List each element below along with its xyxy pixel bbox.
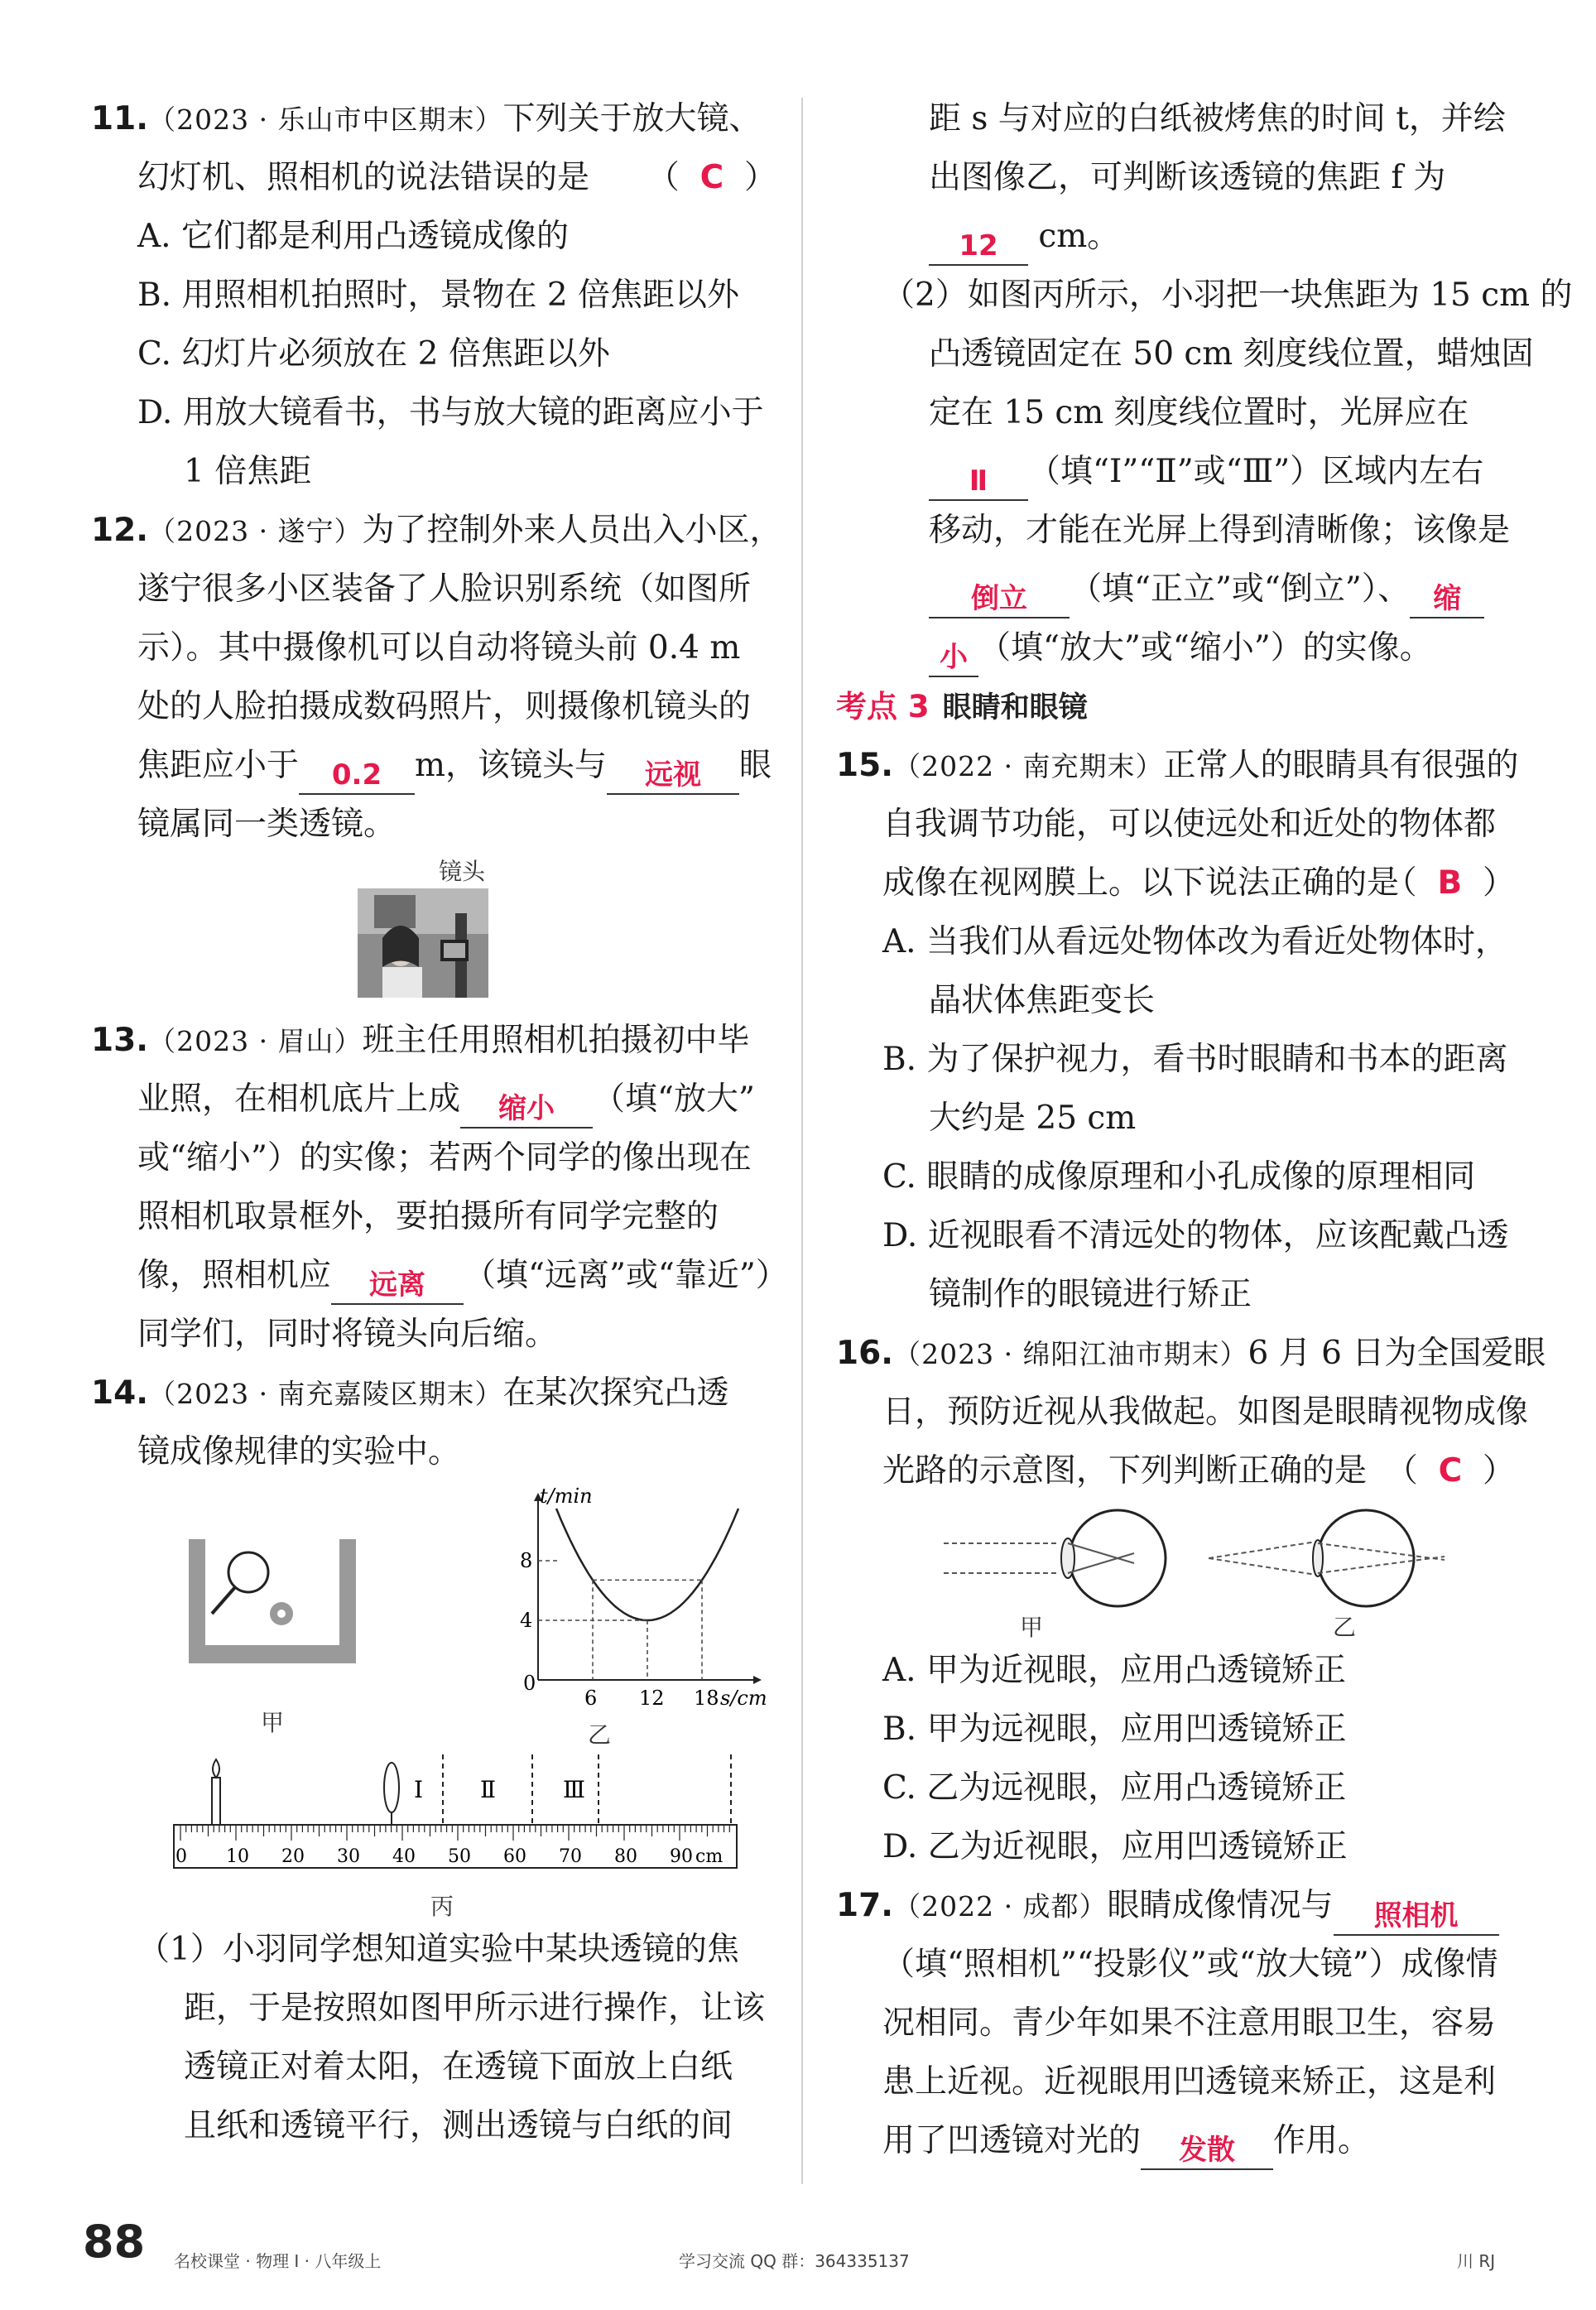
question-stem: 定在 15 cm 刻度线位置时，光屏应在: [929, 394, 1469, 431]
question-number: 14.: [91, 1374, 149, 1412]
origin-label: 0: [523, 1672, 536, 1695]
option-c: C. 眼睛的成像原理和小孔成像的原理相同: [882, 1158, 1476, 1196]
answer-bracket: （ C ）: [1385, 1452, 1515, 1489]
question-stem: 为了控制外来人员出入小区，: [362, 512, 782, 549]
question-stem: 镜属同一类透镜。: [137, 806, 397, 843]
ruler-tick-label: 70: [559, 1846, 582, 1867]
question-source: （2023 · 遂宁）: [148, 515, 363, 547]
answer-text: 远视: [645, 758, 701, 792]
answer-blank: [1410, 574, 1484, 618]
question-stem: 透镜正对着太阳，在透镜下面放上白纸: [184, 2048, 733, 2086]
question-stem: 日，预防近视从我做起。如图是眼睛视物成像: [882, 1393, 1529, 1431]
candle: [212, 1778, 220, 1825]
ruler-tick-label: 30: [337, 1846, 360, 1867]
eye-diagram-figure: [836, 1500, 1515, 1641]
option-b: B. 用照相机拍照时，景物在 2 倍焦距以外: [137, 277, 740, 314]
footer-book: 名校课堂 · 物理 Ⅰ · 八年级上: [174, 2251, 382, 2271]
question-stem: 业照，在相机底片上成: [137, 1080, 461, 1118]
answer-text: 缩小: [498, 1092, 555, 1125]
answer-choice: C: [699, 159, 724, 196]
question-stem: 遂宁很多小区装备了人脸识别系统（如图所: [137, 570, 752, 608]
question-12: [91, 501, 782, 1011]
answer-blank: [1141, 2125, 1273, 2170]
right-column: [836, 89, 1573, 2170]
question-number: 16.: [836, 1335, 894, 1372]
question-stem: 6 月 6 日为全国爱眼: [1247, 1335, 1546, 1372]
question-17: [836, 1876, 1515, 2170]
y-tick-label: 4: [520, 1609, 533, 1632]
ruler-tick-label: 60: [503, 1846, 526, 1867]
answer-blank: [929, 221, 1028, 266]
x-tick-label: 18: [694, 1687, 719, 1710]
answer-blank: [331, 1260, 464, 1305]
question-16: [836, 1324, 1546, 1876]
question-stem: （填“放大”: [593, 1080, 755, 1118]
ruler-unit: cm: [695, 1846, 723, 1867]
question-14: [91, 1364, 776, 2155]
question-stem: （填“正立”或“倒立”）、: [1070, 570, 1411, 608]
question-stem: 移动，才能在光屏上得到清晰像；该像是: [929, 512, 1511, 549]
lens-experiment-figures: [91, 1481, 776, 1920]
answer-text: 照相机: [1373, 1899, 1459, 1932]
question-stem: （2）如图丙所示，小羽把一块焦距为 15 cm 的: [882, 277, 1573, 314]
option-c: C. 乙为远视眼，应用凸透镜矫正: [882, 1769, 1347, 1807]
question-stem: （填“放大”或“缩小”）的实像。: [978, 629, 1432, 667]
answer-text: 发散: [1179, 2134, 1236, 2167]
question-stem: m，该镜头与: [415, 747, 607, 784]
answer-blank: [929, 456, 1028, 501]
ruler-tick-label: 0: [175, 1846, 187, 1867]
ruler-tick-label: 90: [670, 1846, 693, 1867]
answer-text: 远离: [369, 1268, 426, 1302]
candle-flame: [213, 1759, 219, 1778]
question-stem: 患上近视。近视眼用凹透镜来矫正，这是利: [882, 2063, 1497, 2101]
figure-label: 镜头: [439, 858, 486, 885]
question-source: （2023 · 乐山市中区期末）: [148, 103, 503, 136]
figure-bing-optical-bench: [166, 1754, 762, 1895]
data-curve: [556, 1509, 738, 1620]
question-stem: cm。: [1038, 218, 1120, 255]
eye-diagram-yi: [1209, 1509, 1449, 1608]
answer-bracket: （ C ）: [647, 159, 776, 196]
question-stem: 光路的示意图，下列判断正确的是: [882, 1452, 1368, 1489]
question-stem: 正常人的眼睛具有很强的: [1163, 747, 1519, 784]
question-stem: （填“远离”或“靠近”）: [464, 1257, 788, 1294]
figure-label: 丙: [430, 1893, 454, 1920]
question-13: [91, 1011, 788, 1364]
figure-label: 乙: [1333, 1614, 1357, 1641]
question-source: （2022 · 南充期末）: [893, 750, 1164, 782]
option-a-cont: 晶状体焦距变长: [929, 982, 1156, 1019]
convex-lens: [384, 1763, 399, 1812]
question-source: （2023 · 绵阳江油市期末）: [893, 1338, 1248, 1370]
ruler-tick-label: 40: [392, 1846, 416, 1867]
question-source: （2022 · 成都）: [893, 1890, 1108, 1923]
x-axis-arrow: [753, 1676, 762, 1684]
page-number: 88: [83, 2216, 146, 2268]
question-stem: 班主任用照相机拍摄初中毕: [362, 1022, 750, 1059]
zone-2: Ⅱ: [480, 1776, 497, 1803]
question-stem: 焦距应小于: [137, 747, 300, 784]
ruler-tick-label: 80: [614, 1846, 637, 1867]
option-d: D. 乙为近视眼，应用凹透镜矫正: [882, 1828, 1348, 1865]
question-stem: 下列关于放大镜、: [502, 100, 762, 137]
question-number: 12.: [91, 512, 149, 549]
question-stem: 用了凹透镜对光的: [882, 2122, 1142, 2159]
answer-choice: B: [1437, 864, 1463, 902]
column-divider: [801, 98, 803, 2184]
left-column: [91, 89, 788, 2155]
question-stem: 处的人脸拍摄成数码照片，则摄像机镜头的: [137, 688, 752, 725]
answer-text: 缩: [1433, 582, 1462, 615]
question-stem: 示）。其中摄像机可以自动将镜头前 0.4 m: [137, 629, 741, 667]
answer-text: 0.2: [331, 758, 382, 792]
question-stem: 像，照相机应: [137, 1257, 332, 1294]
ruler-tick-label: 50: [448, 1846, 471, 1867]
option-d: D. 近视眼看不清远处的物体，应该配戴凸透: [882, 1217, 1509, 1254]
question-number: 15.: [836, 747, 894, 784]
option-b-cont: 大约是 25 cm: [929, 1100, 1137, 1137]
kaodian-title: 眼睛和眼镜: [942, 691, 1088, 724]
question-stem: 距，于是按照如图甲所示进行操作，让该: [184, 1990, 766, 2027]
footer-qq: 学习交流 QQ 群：364335137: [679, 2251, 910, 2271]
answer-blank: [460, 1084, 593, 1129]
option-a: A. 甲为近视眼，应用凸透镜矫正: [882, 1652, 1346, 1689]
x-tick-label: 6: [584, 1687, 598, 1710]
x-tick-label: 12: [639, 1687, 665, 1710]
question-stem: 成像在视网膜上。以下说法正确的是: [882, 864, 1400, 902]
answer-blank: [929, 574, 1070, 618]
question-stem: 凸透镜固定在 50 cm 刻度线位置，蜡烛固: [929, 335, 1534, 373]
question-stem: 同学们，同时将镜头向后缩。: [137, 1316, 558, 1353]
figure-label: 乙: [588, 1721, 612, 1749]
option-b: B. 为了保护视力，看书时眼睛和书本的距离: [882, 1041, 1508, 1078]
question-number: 11.: [91, 100, 149, 137]
y-axis-label: t/min: [540, 1485, 593, 1508]
figure-label: 甲: [1020, 1614, 1044, 1641]
question-stem: （填“照相机”“投影仪”或“放大镜”）成像情: [882, 1946, 1498, 1983]
answer-choice: C: [1438, 1452, 1463, 1489]
answer-text: 倒立: [971, 582, 1027, 615]
answer-blank: [1334, 1891, 1499, 1936]
question-stem: 或“缩小”）的实像；若两个同学的像出现在: [137, 1139, 752, 1177]
question-stem: 且纸和透镜平行，测出透镜与白纸的间: [184, 2107, 733, 2144]
question-stem: 幻灯机、照相机的说法错误的是: [137, 159, 590, 196]
answer-blank: [929, 633, 978, 677]
question-stem: 照相机取景框外，要拍摄所有同学完整的: [137, 1198, 719, 1235]
question-stem: 作用。: [1273, 2122, 1371, 2159]
question-stem: 况相同。青少年如果不注意用眼卫生，容易: [882, 2004, 1497, 2042]
figure-jia-sunlight-lens: [182, 1506, 364, 1696]
kaodian-label: 考点 3: [836, 689, 930, 724]
answer-text: 小: [940, 641, 968, 674]
answer-blank: [299, 750, 415, 795]
question-stem: 在某次探究凸透: [502, 1374, 729, 1412]
eye-diagram-jia: [944, 1509, 1209, 1608]
question-stem: 镜成像规律的实验中。: [137, 1433, 461, 1470]
ruler-tick-label: 10: [226, 1846, 249, 1867]
answer-blank: [607, 750, 739, 795]
kaodian-3-heading: [836, 677, 1515, 736]
question-stem: （1）小羽同学想知道实验中某块透镜的焦: [137, 1931, 739, 1968]
answer-bracket: （ B ）: [1384, 864, 1515, 902]
option-a: A. 当我们从看远处物体改为看近处物体时，: [882, 923, 1507, 960]
question-11: [91, 89, 776, 501]
ruler-tick-label: 20: [281, 1846, 305, 1867]
figure-yi-chart: [480, 1481, 778, 1721]
answer-text: Ⅱ: [969, 464, 988, 498]
question-15: [836, 736, 1519, 1324]
question-source: （2023 · 南充嘉陵区期末）: [148, 1378, 503, 1410]
y-tick-label: 8: [520, 1549, 533, 1572]
answer-text: 12: [959, 229, 998, 262]
zone-1: Ⅰ: [414, 1776, 424, 1803]
face-recognition-photo: [358, 888, 488, 998]
option-d: D. 用放大镜看书，书与放大镜的距离应小于: [137, 394, 764, 431]
question-stem: 距 s 与对应的白纸被烤焦的时间 t，并绘: [929, 100, 1506, 137]
option-d-cont: 镜制作的眼镜进行矫正: [929, 1276, 1252, 1313]
option-d-cont: 1 倍焦距: [184, 453, 312, 490]
question-stem: 自我调节功能，可以使远处和近处的物体都: [882, 806, 1497, 843]
question-number: 17.: [836, 1887, 894, 1924]
question-stem: 眼: [739, 747, 772, 784]
question-source: （2023 · 眉山）: [148, 1025, 363, 1057]
question-stem: 出图像乙，可判断该透镜的焦距 f 为: [929, 159, 1446, 196]
footer-edition: 川 RJ: [1457, 2251, 1496, 2271]
question-number: 13.: [91, 1022, 149, 1059]
question-stem: （填“Ⅰ”“Ⅱ”或“Ⅲ”）区域内左右: [1028, 453, 1484, 490]
option-a: A. 它们都是利用凸透镜成像的: [137, 218, 569, 255]
zone-3: Ⅲ: [563, 1776, 586, 1803]
option-b: B. 甲为远视眼，应用凹透镜矫正: [882, 1711, 1347, 1748]
figure-label: 甲: [261, 1709, 285, 1736]
question-stem: 眼睛成像情况与: [1107, 1887, 1334, 1924]
option-c: C. 幻灯片必须放在 2 倍焦距以外: [137, 335, 610, 373]
x-axis-label: s/cm: [720, 1687, 767, 1710]
face-recognition-figure: [91, 854, 776, 1011]
